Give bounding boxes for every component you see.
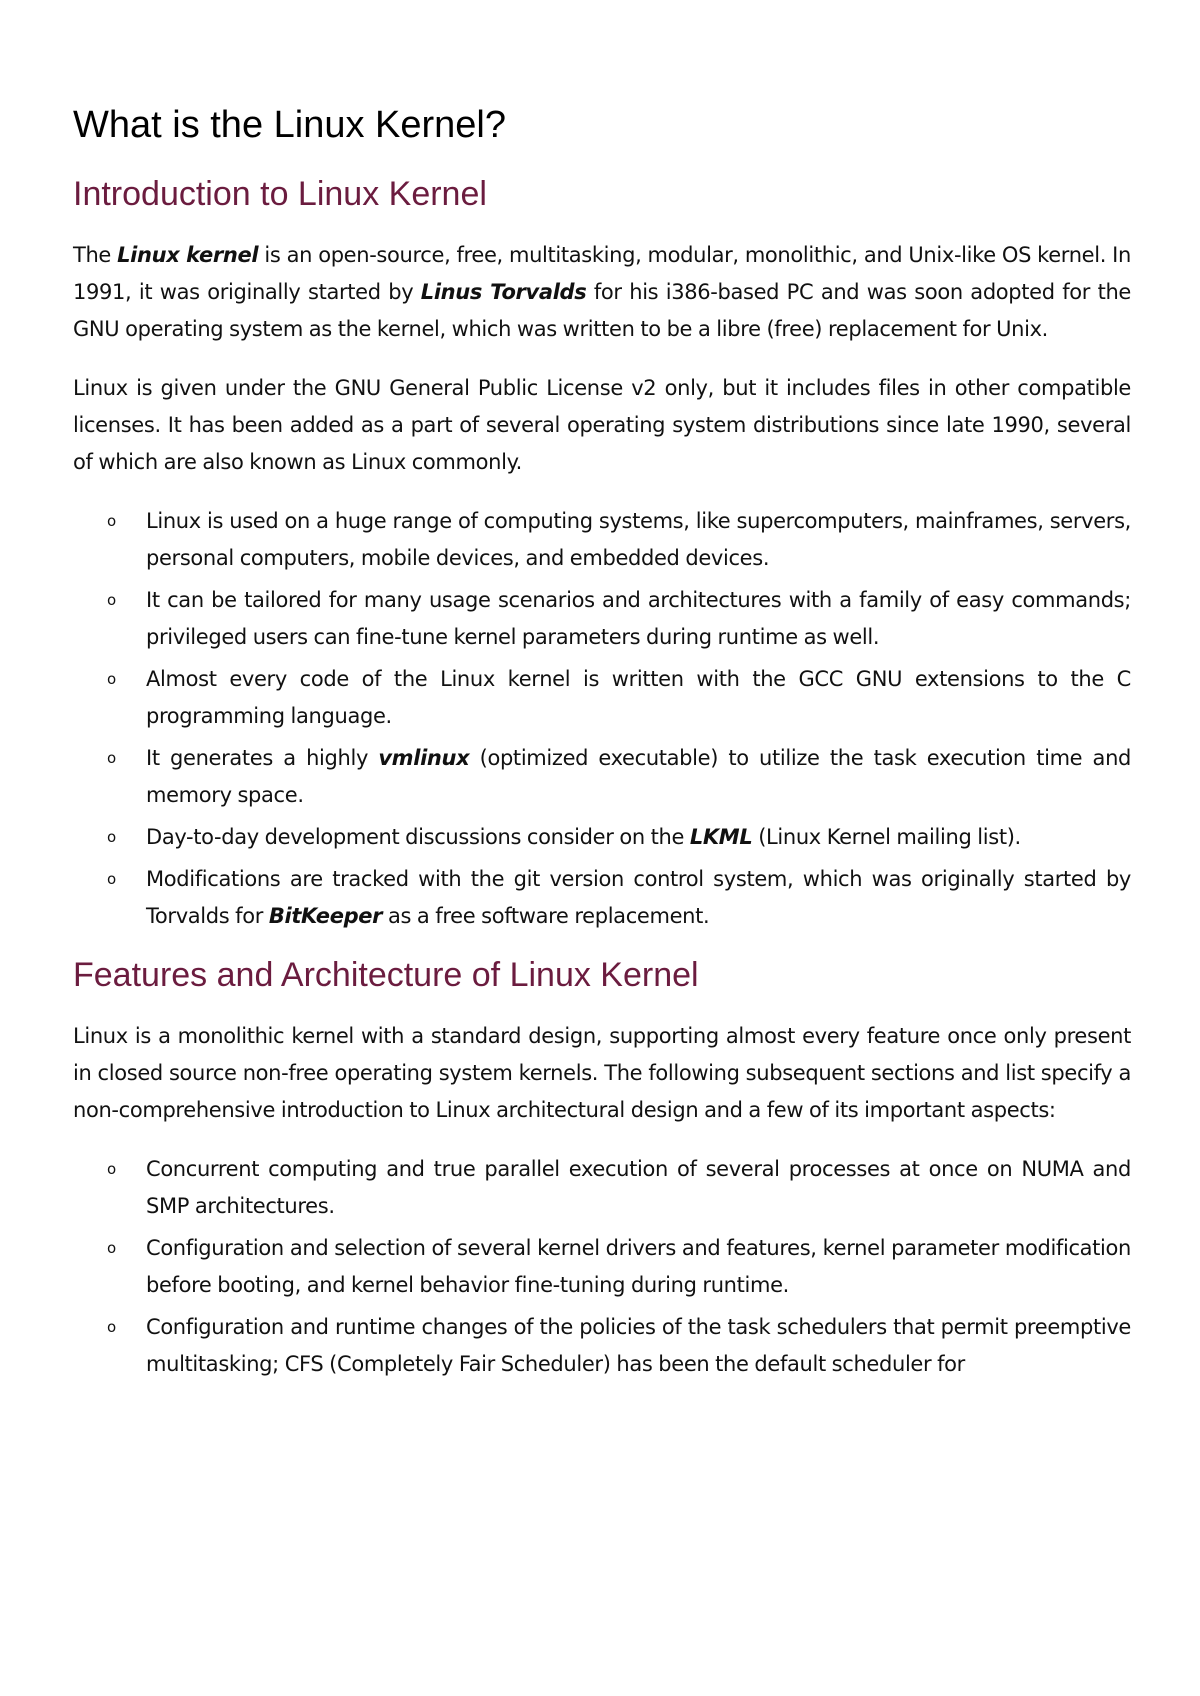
list-item: [73, 1309, 1131, 1383]
page-title: What is the Linux Kernel?: [73, 104, 507, 146]
section-heading-features: Features and Architecture of Linux Kernel: [73, 956, 699, 994]
text-span: (optimized executable) to utilize the task execution time and memory space.: [146, 746, 1132, 807]
list-item-text: Configuration and runtime changes of the policies of the task schedulers that permit preemptive multitasking; CFS (Completely Fair Scheduler) has been the default scheduler for: [146, 1315, 1131, 1376]
bullet-marker: o: [107, 749, 116, 767]
linus-torvalds-term: Linus Torvalds: [420, 280, 587, 304]
list-item-text: It can be tailored for many usage scenarios and architectures with a family of easy commands; privileged users can fine-tune kernel parameters during runtime as well.: [146, 588, 1131, 649]
bullet-marker: o: [107, 670, 116, 688]
lkml-term: LKML: [689, 825, 753, 849]
text-span: for his i386-based PC and was soon adopted for the GNU operating system as the kernel, which was written to be a libre (free) replacement for Unix.: [73, 280, 1131, 341]
intro-paragraph-2: Linux is given under the GNU General Public License v2 only, but it includes files in other compatible licenses. It has been added as a part of several operating system distributions since late 1990, several of which are also known as Linux commonly.: [73, 376, 1131, 474]
text-span: as a free software replacement.: [382, 904, 710, 928]
text-span: (Linux Kernel mailing list).: [752, 825, 1021, 849]
list-item-text: Linux is used on a huge range of computing systems, like supercomputers, mainframes, servers, personal computers, mobile devices, and embedded devices.: [146, 509, 1131, 570]
list-item: [73, 661, 1131, 735]
section-heading-intro: Introduction to Linux Kernel: [73, 175, 487, 213]
bullet-marker: o: [107, 1318, 116, 1336]
intro-paragraph-1: [73, 237, 1131, 348]
list-item-text: Almost every code of the Linux kernel is written with the GCC GNU extensions to the C programming language.: [146, 667, 1131, 728]
list-item: [73, 861, 1131, 935]
vmlinux-term: vmlinux: [378, 746, 470, 770]
bullet-marker: o: [107, 870, 116, 888]
text-span: It generates a highly: [146, 746, 379, 770]
list-item-text: Concurrent computing and true parallel execution of several processes at once on NUMA and SMP architectures.: [146, 1157, 1131, 1218]
list-item: [73, 1151, 1131, 1225]
bitkeeper-term: BitKeeper: [268, 904, 383, 928]
bullet-marker: o: [107, 591, 116, 609]
bullet-marker: o: [107, 1160, 116, 1178]
text-span: is an open-source, free, multitasking, modular, monolithic, and Unix-like OS kernel. In 1991, it was originally started by: [73, 243, 1131, 304]
features-paragraph-1: Linux is a monolithic kernel with a standard design, supporting almost every feature once only present in closed source non-free operating system kernels. The following subsequent sections and list specify a non-comprehensive introduction to Linux architectural design and a few of its important aspects:: [73, 1024, 1131, 1122]
text-span: Modifications are tracked with the git version control system, which was originally started by Torvalds for: [146, 867, 1131, 928]
linux-kernel-term: Linux kernel: [117, 243, 259, 267]
document-page: [73, 100, 1131, 1388]
features-bullet-list: [73, 1151, 1131, 1383]
intro-bullet-list: [73, 503, 1131, 935]
list-item: [73, 582, 1131, 656]
bullet-marker: o: [107, 1239, 116, 1257]
bullet-marker: o: [107, 828, 116, 846]
text-span: The: [73, 243, 118, 267]
list-item-text: Configuration and selection of several kernel drivers and features, kernel parameter modification before booting, and kernel behavior fine-tuning during runtime.: [146, 1236, 1131, 1297]
list-item: [73, 1230, 1131, 1304]
list-item: [73, 740, 1131, 814]
list-item: [73, 503, 1131, 577]
bullet-marker: o: [107, 512, 116, 530]
list-item: [73, 819, 1131, 856]
text-span: Day-to-day development discussions consider on the: [146, 825, 690, 849]
